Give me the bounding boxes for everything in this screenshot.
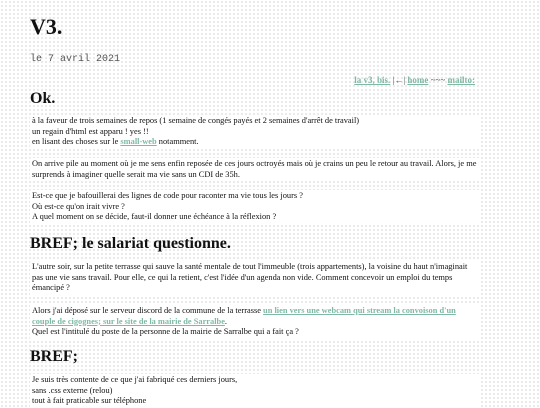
nav-link-home[interactable]: home <box>407 75 429 85</box>
text-fragment: en lisant des choses sur le <box>32 137 121 147</box>
link-webcam-cigognes[interactable]: un lien vers une webcam qui stream la convoison d'un couple de cigognes; sur le site de la mairie de Sarralbe <box>32 306 456 326</box>
text-line: Où est-ce qu'on irait vivre ? <box>32 201 125 211</box>
page-title: V3. <box>30 14 63 39</box>
top-nav <box>30 75 475 85</box>
post-date: le 7 avril 2021 <box>30 54 121 65</box>
paragraph-bref-1 <box>30 374 479 408</box>
text-line: Je suis très contente de ce que j'ai fabriqué ces derniers jours, <box>32 375 238 384</box>
nav-separator: |←| <box>390 75 408 85</box>
text-line <box>32 137 477 148</box>
text-fragment: . <box>224 316 228 326</box>
paragraph-ok-3 <box>30 190 479 224</box>
section-heading-bref: BREF; <box>30 348 78 365</box>
page <box>30 0 477 406</box>
nav-link-v3-bis[interactable]: la v3, bis. <box>354 75 391 85</box>
nav-link-mailto[interactable]: mailto: <box>447 75 475 85</box>
text-line: A quel moment on se décide, faut-il donner une échéance à la réflexion ? <box>32 212 277 222</box>
text-line: sans .css externe (relou) <box>32 385 113 395</box>
nav-separator: ~~~ <box>428 75 448 85</box>
text-line: Est-ce que je bafouillerai des lignes de code pour raconter ma vie tous les jours ? <box>32 191 303 200</box>
text-line <box>32 306 477 327</box>
section-heading-salariat: BREF; le salariat questionne. <box>30 235 231 252</box>
section-heading-ok: Ok. <box>30 90 56 107</box>
text-fragment: notamment. <box>156 137 199 147</box>
text-line: tout à fait praticable sur téléphone <box>32 396 147 406</box>
paragraph-ok-2: On arrive pile au moment où je me sens enfin reposée de ces jours octroyés mais où je crains un peu le retour au travail. Alors, je me surprends à imaginer quelle serait ma vie sans un CDI de 35h. <box>30 158 479 181</box>
paragraph-salariat-2 <box>30 305 479 339</box>
text-fragment: Alors j'ai déposé sur le serveur discord de la commune de la terrasse <box>32 306 264 315</box>
text-line: à la faveur de trois semaines de repos (1 semaine de congés payés et 2 semaines d'arrêt de travail) <box>32 116 360 125</box>
link-small-web[interactable]: small-web <box>120 137 157 147</box>
text-line: un regain d'html est apparu ! yes !! <box>32 126 149 136</box>
paragraph-ok-1 <box>30 115 479 149</box>
paragraph-salariat-1: L'autre soir, sur la petite terrasse qui sauve la santé mentale de tout l'immeuble (trois appartements), la voisine du haut n'imaginait pas une vie sans travail. Pour elle, ce qui la retient, c'est l'idée d'un agenda non vide. Comment concevoir un emploi du temps émancipé ? <box>30 261 479 295</box>
text-line: Quel est l'intitulé du poste de la personne de la mairie de Sarralbe qui a fait ça ? <box>32 327 299 337</box>
